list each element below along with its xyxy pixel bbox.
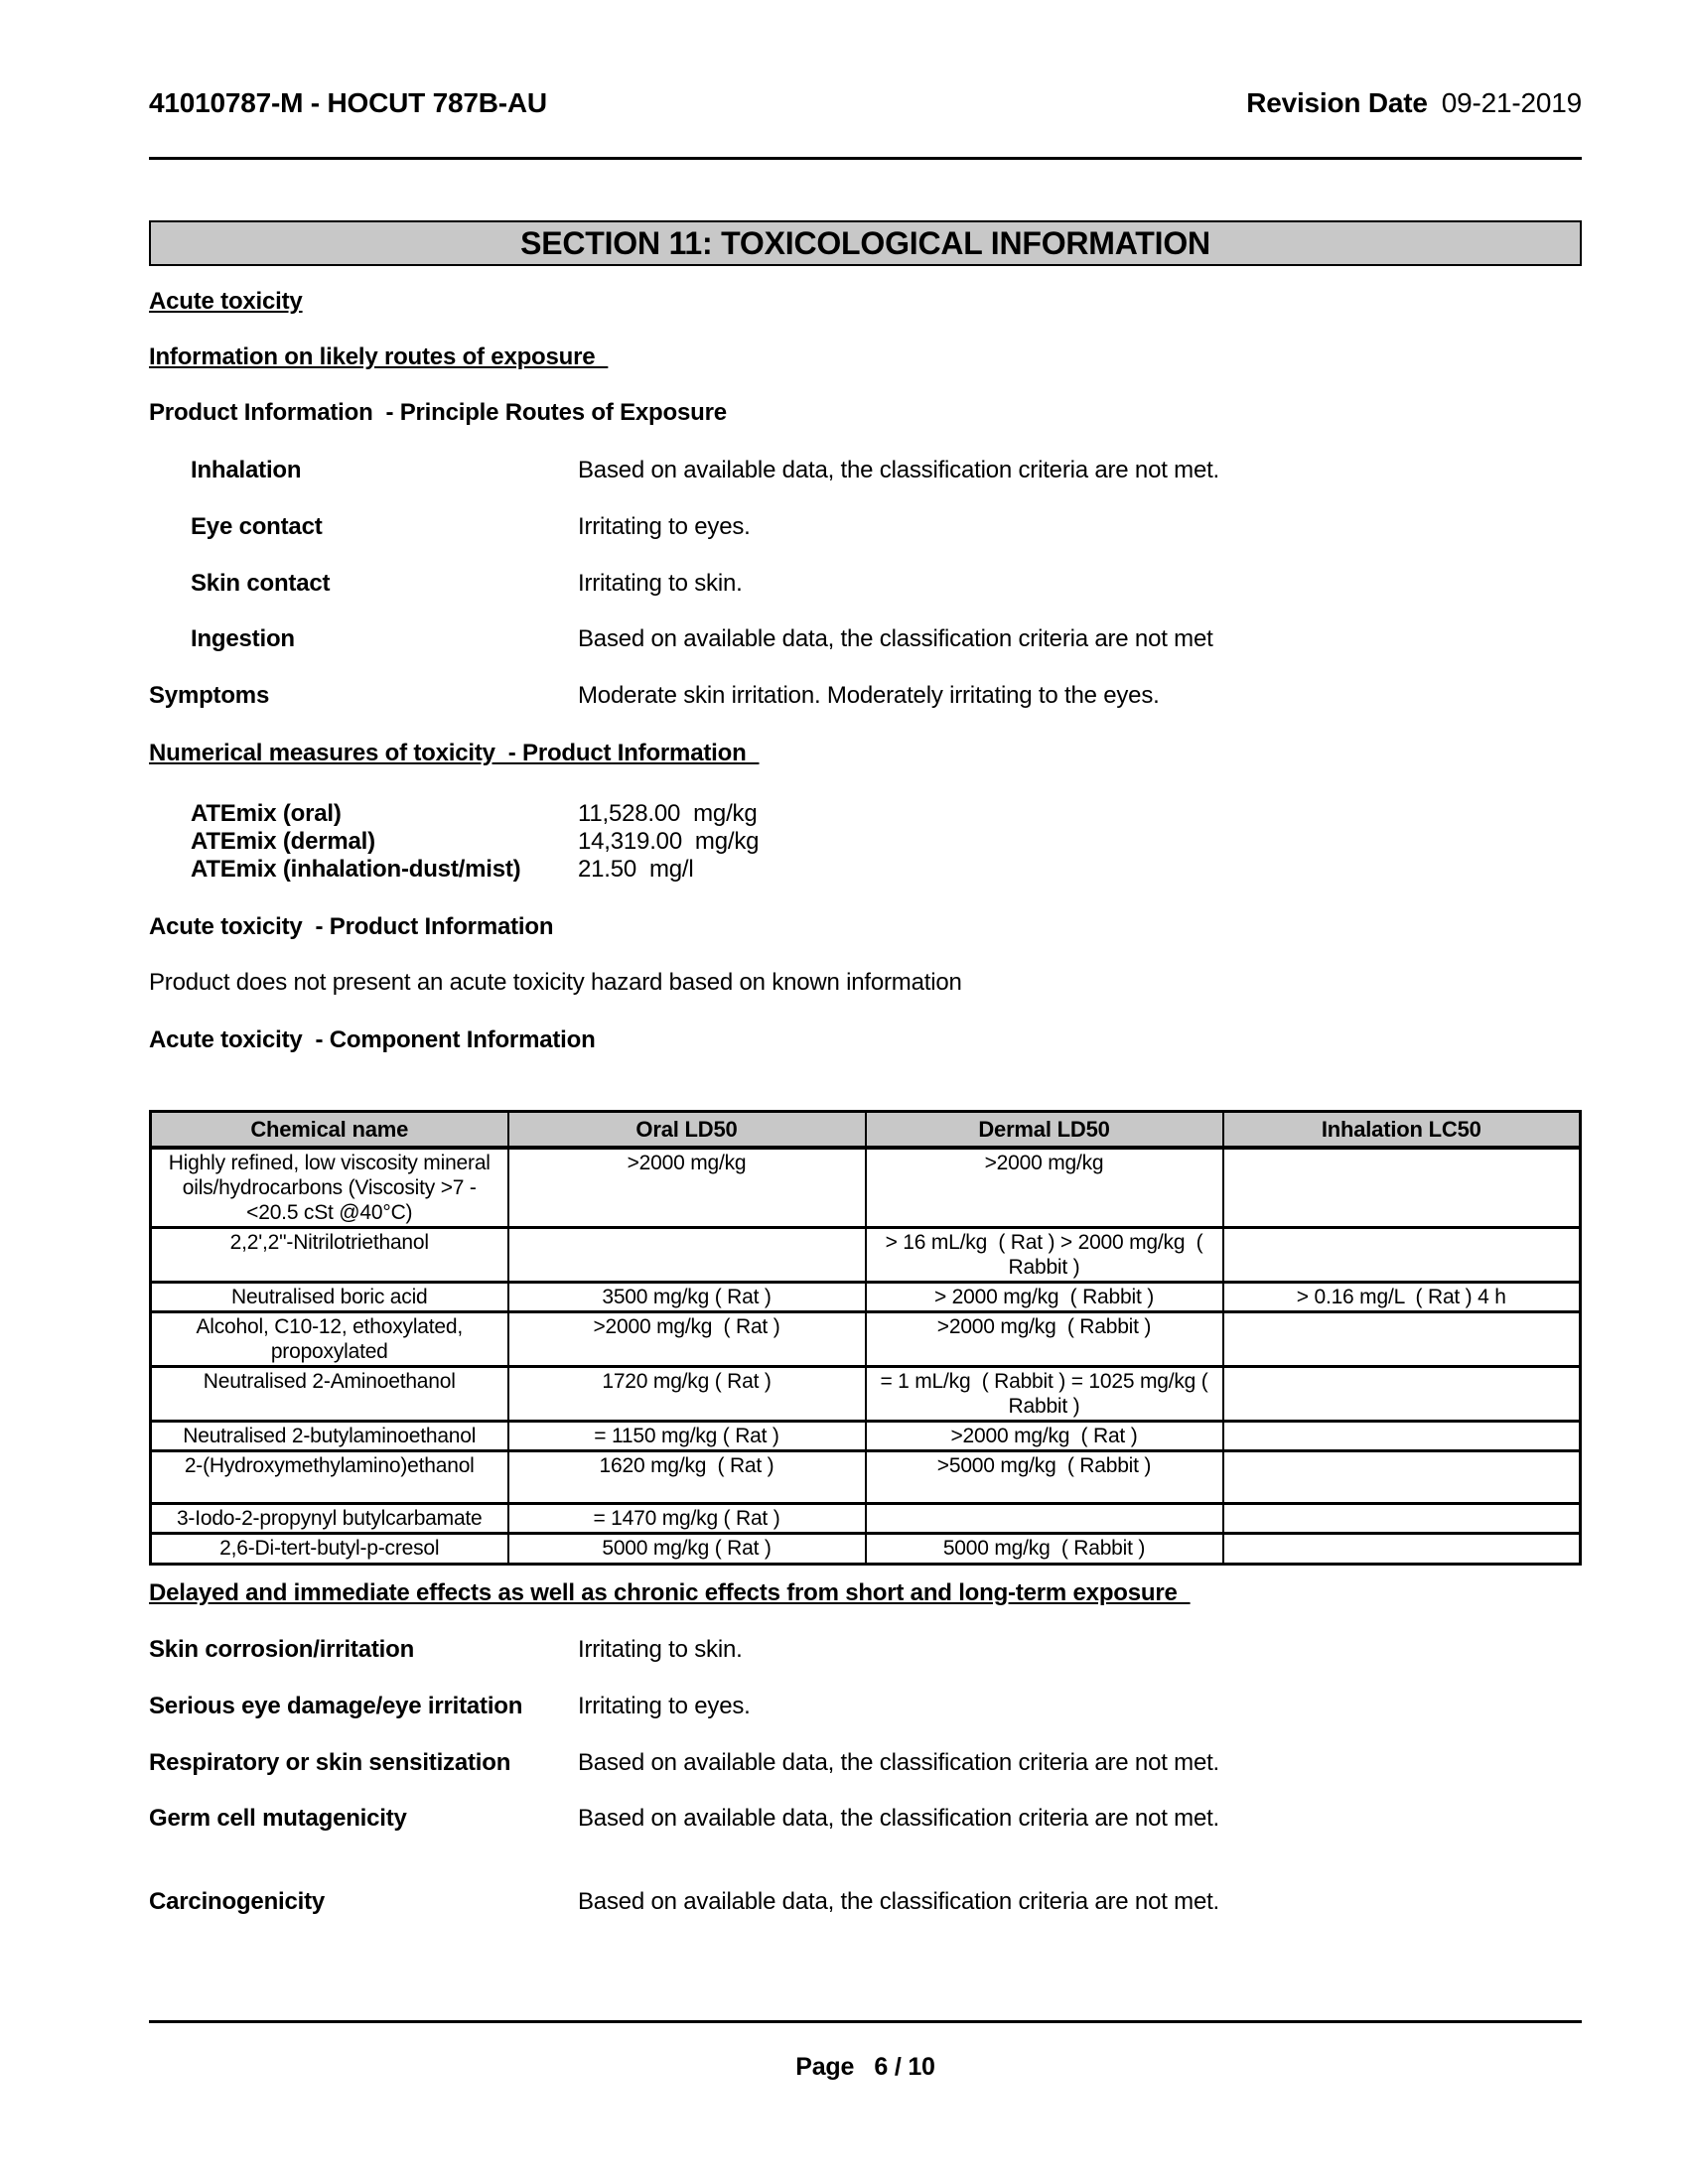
- table-row: [151, 1366, 1581, 1421]
- cell-chemical-name: Neutralised 2-Aminoethanol: [151, 1366, 508, 1421]
- section-banner: SECTION 11: TOXICOLOGICAL INFORMATION: [149, 220, 1582, 266]
- atemix-value: 11,528.00 mg/kg: [578, 800, 758, 827]
- effect-value: Based on available data, the classification criteria are not met.: [578, 1749, 1220, 1776]
- cell-dermal-ld50: [866, 1503, 1223, 1533]
- cell-inhalation-lc50: > 0.16 mg/L ( Rat ) 4 h: [1223, 1282, 1581, 1311]
- symptoms-row: [149, 682, 1582, 710]
- route-label: Skin contact: [191, 570, 331, 597]
- effect-value: Irritating to skin.: [578, 1636, 743, 1663]
- cell-dermal-ld50: 5000 mg/kg ( Rabbit ): [866, 1533, 1223, 1564]
- effect-row-respiratory-sensitization: [149, 1749, 1582, 1777]
- effect-row-germ-cell-mutagenicity: [149, 1805, 1582, 1833]
- route-row-skin-contact: [149, 570, 1582, 598]
- cell-inhalation-lc50: [1223, 1366, 1581, 1421]
- effect-value: Based on available data, the classification criteria are not met.: [578, 1888, 1220, 1915]
- cell-dermal-ld50: >2000 mg/kg ( Rabbit ): [866, 1311, 1223, 1366]
- col-header-inhalation-lc50: Inhalation LC50: [1223, 1112, 1581, 1148]
- cell-oral-ld50: = 1470 mg/kg ( Rat ): [508, 1503, 866, 1533]
- document-title: 41010787-M - HOCUT 787B-AU: [149, 87, 547, 118]
- atemix-value: 14,319.00 mg/kg: [578, 828, 760, 855]
- cell-dermal-ld50: >5000 mg/kg ( Rabbit ): [866, 1450, 1223, 1503]
- effect-value: Based on available data, the classification criteria are not met.: [578, 1805, 1220, 1832]
- cell-oral-ld50: 5000 mg/kg ( Rat ): [508, 1533, 866, 1564]
- symptoms-label: Symptoms: [149, 682, 270, 709]
- heading-acute-component: Acute toxicity - Component Information: [149, 1026, 596, 1053]
- effect-label: Skin corrosion/irritation: [149, 1636, 415, 1663]
- route-value: Based on available data, the classification criteria are not met.: [578, 457, 1220, 483]
- effect-label: Carcinogenicity: [149, 1888, 326, 1915]
- table-header-row: [151, 1112, 1581, 1148]
- col-header-dermal-ld50: Dermal LD50: [866, 1112, 1223, 1148]
- route-label: Inhalation: [191, 457, 302, 483]
- effect-row-serious-eye-damage: [149, 1693, 1582, 1720]
- route-row-inhalation: [149, 457, 1582, 484]
- atemix-row-dermal: [149, 828, 1582, 856]
- cell-chemical-name: 3-Iodo-2-propynyl butylcarbamate: [151, 1503, 508, 1533]
- revision-date-label: Revision Date: [1246, 87, 1428, 118]
- heading-acute-product: Acute toxicity - Product Information: [149, 913, 554, 940]
- route-value: Irritating to skin.: [578, 570, 743, 597]
- effect-label: Germ cell mutagenicity: [149, 1805, 407, 1832]
- effect-row-skin-corrosion: [149, 1636, 1582, 1664]
- cell-oral-ld50: >2000 mg/kg ( Rat ): [508, 1311, 866, 1366]
- route-row-ingestion: [149, 625, 1582, 653]
- route-value: Based on available data, the classification criteria are not met: [578, 625, 1213, 652]
- route-row-eye-contact: [149, 513, 1582, 541]
- effect-value: Irritating to eyes.: [578, 1693, 751, 1719]
- table-row: [151, 1503, 1581, 1533]
- table-row: [151, 1227, 1581, 1282]
- heading-delayed-effects: Delayed and immediate effects as well as chronic effects from short and long-term exposure: [149, 1579, 1191, 1606]
- heading-numerical-measures: Numerical measures of toxicity - Product Information: [149, 740, 760, 766]
- atemix-row-oral: [149, 800, 1582, 828]
- atemix-label: ATEmix (oral): [191, 800, 342, 827]
- cell-chemical-name: 2,2',2"-Nitrilotriethanol: [151, 1227, 508, 1282]
- symptoms-value: Moderate skin irritation. Moderately irritating to the eyes.: [578, 682, 1160, 709]
- toxicity-table: [149, 1110, 1582, 1566]
- revision-date-value: 09-21-2019: [1441, 87, 1582, 118]
- cell-oral-ld50: 1620 mg/kg ( Rat ): [508, 1450, 866, 1503]
- cell-dermal-ld50: = 1 mL/kg ( Rabbit ) = 1025 mg/kg ( Rabbit ): [866, 1366, 1223, 1421]
- page-number: Page 6 / 10: [795, 2053, 935, 2081]
- cell-chemical-name: 2-(Hydroxymethylamino)ethanol: [151, 1450, 508, 1503]
- cell-chemical-name: Neutralised boric acid: [151, 1282, 508, 1311]
- cell-chemical-name: Alcohol, C10-12, ethoxylated, propoxylated: [151, 1311, 508, 1366]
- header-divider: [149, 157, 1582, 160]
- route-label: Ingestion: [191, 625, 295, 652]
- table-row: [151, 1421, 1581, 1450]
- cell-inhalation-lc50: [1223, 1503, 1581, 1533]
- effect-row-carcinogenicity: [149, 1888, 1582, 1916]
- revision-block: [1246, 87, 1582, 119]
- table-row: [151, 1533, 1581, 1564]
- cell-oral-ld50: = 1150 mg/kg ( Rat ): [508, 1421, 866, 1450]
- cell-dermal-ld50: > 16 mL/kg ( Rat ) > 2000 mg/kg ( Rabbit ): [866, 1227, 1223, 1282]
- heading-product-info-principle: Product Information - Principle Routes of Exposure: [149, 399, 727, 426]
- cell-chemical-name: 2,6-Di-tert-butyl-p-cresol: [151, 1533, 508, 1564]
- acute-product-note: Product does not present an acute toxicity hazard based on known information: [149, 969, 962, 996]
- heading-acute-toxicity: Acute toxicity: [149, 288, 303, 315]
- atemix-row-inhalation-dust-mist: [149, 856, 1582, 884]
- cell-dermal-ld50: > 2000 mg/kg ( Rabbit ): [866, 1282, 1223, 1311]
- cell-chemical-name: Neutralised 2-butylaminoethanol: [151, 1421, 508, 1450]
- table-row: [151, 1450, 1581, 1503]
- cell-oral-ld50: [508, 1227, 866, 1282]
- col-header-oral-ld50: Oral LD50: [508, 1112, 866, 1148]
- cell-inhalation-lc50: [1223, 1148, 1581, 1228]
- atemix-label: ATEmix (dermal): [191, 828, 375, 855]
- cell-oral-ld50: 3500 mg/kg ( Rat ): [508, 1282, 866, 1311]
- atemix-value: 21.50 mg/l: [578, 856, 694, 883]
- heading-info-routes: Information on likely routes of exposure: [149, 343, 609, 370]
- table-row: [151, 1311, 1581, 1366]
- route-value: Irritating to eyes.: [578, 513, 751, 540]
- cell-inhalation-lc50: [1223, 1227, 1581, 1282]
- cell-oral-ld50: 1720 mg/kg ( Rat ): [508, 1366, 866, 1421]
- cell-dermal-ld50: >2000 mg/kg: [866, 1148, 1223, 1228]
- route-label: Eye contact: [191, 513, 323, 540]
- page-header: [149, 87, 1582, 119]
- cell-inhalation-lc50: [1223, 1311, 1581, 1366]
- cell-inhalation-lc50: [1223, 1421, 1581, 1450]
- cell-oral-ld50: >2000 mg/kg: [508, 1148, 866, 1228]
- effect-label: Serious eye damage/eye irritation: [149, 1693, 523, 1719]
- cell-inhalation-lc50: [1223, 1450, 1581, 1503]
- atemix-label: ATEmix (inhalation-dust/mist): [191, 856, 521, 883]
- effect-label: Respiratory or skin sensitization: [149, 1749, 511, 1776]
- cell-dermal-ld50: >2000 mg/kg ( Rat ): [866, 1421, 1223, 1450]
- cell-inhalation-lc50: [1223, 1533, 1581, 1564]
- cell-chemical-name: Highly refined, low viscosity mineral oils/hydrocarbons (Viscosity >7 - <20.5 cSt @40°C): [151, 1148, 508, 1228]
- table-row: [151, 1282, 1581, 1311]
- table-row: [151, 1148, 1581, 1228]
- col-header-chemical-name: Chemical name: [151, 1112, 508, 1148]
- footer-divider: [149, 2020, 1582, 2023]
